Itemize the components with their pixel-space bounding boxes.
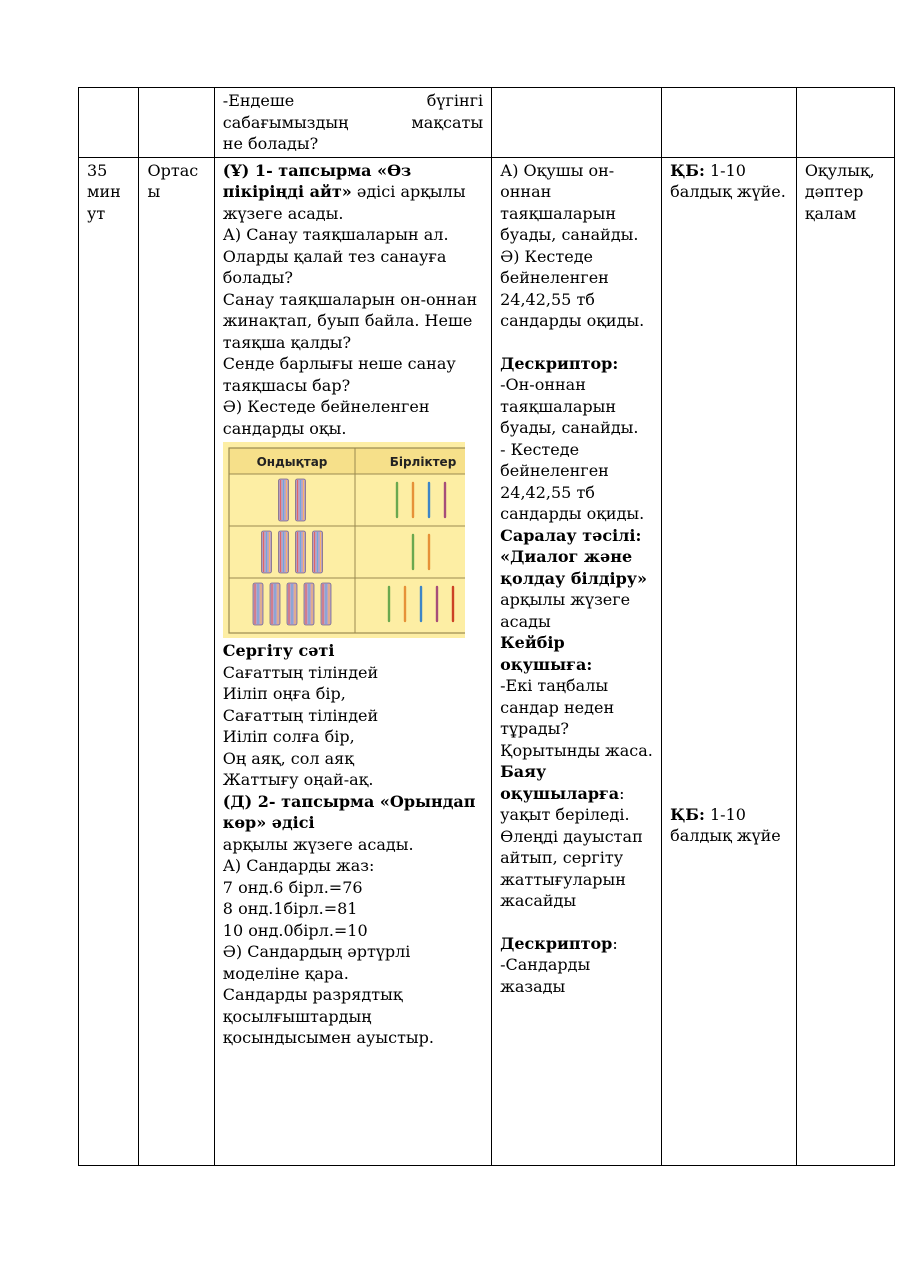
task2-line: А) Сандарды жаз:	[222, 856, 375, 875]
student-b: Ә) Кестеде бейнеленген 24,42,55 тб сандарды оқиды.	[500, 246, 645, 330]
descriptor2-title-text: Дескриптор	[500, 933, 613, 953]
intro-line: не болады?	[222, 134, 319, 153]
task2-title-text: (Д) 2- тапсырма «Орындап көр» әдісі	[222, 791, 476, 832]
assessment-text: 1-10 балдық жүйе.	[670, 160, 786, 201]
poem-line: Иіліп солға бір,	[222, 727, 355, 746]
poem-line: Оң аяқ, сол аяқ	[222, 748, 354, 768]
teacher-cell	[214, 88, 491, 158]
descriptor-item: -Он-оннан таяқшаларын буады, санайды.	[500, 375, 639, 437]
student-a: А) Оқушы он-оннан таяқшаларын буады, санайды.	[500, 160, 639, 244]
slow-colon: :	[619, 783, 625, 803]
resources-text: Оқулық, дәптер қалам	[804, 160, 875, 223]
some-text: -Екі таңбалы сандар неден тұрады? Қорытынды жаса.	[500, 676, 653, 760]
some-title-text: Кейбір оқушыға:	[500, 633, 593, 674]
assessment-text: 1-10 балдық жүйе	[670, 804, 781, 845]
lesson-plan-table	[78, 87, 895, 1166]
some-title	[500, 632, 653, 675]
stage-cell	[139, 88, 214, 158]
diff-text: арқылы жүзеге асады	[500, 590, 631, 631]
student-cell	[492, 88, 662, 158]
assessment-1	[670, 160, 788, 203]
task2-line: 7 онд.6 бірл.=76	[222, 877, 363, 897]
task1-line: Сенде барлығы неше санау таяқшасы бар?	[222, 354, 456, 395]
poem-line: Жаттығу оңай-ақ.	[222, 770, 374, 789]
resources-cell	[796, 88, 894, 158]
table-row	[79, 88, 895, 158]
poem-line: Сағаттың тіліндей	[222, 662, 379, 682]
figure-header-ones: Бірліктер	[389, 455, 457, 469]
task2-line: Сандарды разрядтық қосылғыштардың қосындысымен ауыстыр.	[222, 985, 434, 1047]
table-row	[79, 157, 895, 1165]
intro-line: сабағымыздың мақсаты	[222, 112, 484, 132]
diff-title-text: Саралау тәсілі: «Диалог және қолдау білдіру»	[500, 525, 648, 588]
task1-title: (Ұ) 1- тапсырма «Өз пікіріңді айт»	[222, 160, 412, 201]
assessment-2	[670, 804, 788, 847]
resources-cell	[796, 157, 894, 1165]
figure-marks	[253, 479, 453, 625]
teacher-cell	[214, 157, 491, 1165]
descriptor2-colon: :	[612, 933, 618, 953]
student-cell	[492, 157, 662, 1165]
descriptor-title-text: Дескриптор:	[500, 353, 619, 373]
intro-line: -Ендеше бүгінгі	[222, 91, 484, 110]
task2-method: арқылы жүзеге асады.	[222, 834, 414, 854]
task1-line: Оларды қалай тез санауға болады?	[222, 246, 447, 287]
slow-title	[500, 761, 653, 804]
break-title-text: Сергіту сәті	[222, 641, 335, 660]
break-title	[223, 640, 485, 662]
assessment-label: ҚБ:	[670, 160, 705, 180]
time-cell	[79, 157, 139, 1165]
slow-title-text: Баяу оқушыларға	[500, 762, 620, 803]
poem-line: Сағаттың тіліндей	[222, 705, 379, 725]
stage-cell	[139, 157, 214, 1165]
task1-line: Санау таяқшаларын он-оннан жинақтап, буып байла. Неше таяқша қалды?	[222, 289, 478, 352]
task2-line: 8 онд.1бірл.=81	[222, 899, 358, 918]
poem-line: Иіліп оңға бір,	[222, 684, 346, 703]
assessment-cell	[662, 88, 797, 158]
task1-line: А) Санау таяқшаларын ал.	[222, 225, 449, 244]
task2-title	[223, 791, 485, 834]
time-text: 35 минут	[87, 160, 121, 223]
figure-header-tens: Ондықтар	[256, 455, 328, 469]
assessment-cell	[662, 157, 797, 1165]
place-value-chart	[223, 442, 465, 638]
task2-line: 10 онд.0бірл.=10	[222, 920, 368, 940]
time-cell	[79, 88, 139, 158]
diff-title	[500, 525, 653, 590]
task1-line: Ә) Кестеде бейнеленген сандарды оқы.	[222, 397, 430, 438]
descriptor-item: - Кестеде бейнеленген 24,42,55 тб сандарды оқиды.	[500, 439, 645, 523]
task1-method: әдісі арқылы жүзеге асады.	[222, 182, 466, 223]
task2-line: Ә) Сандардың әртүрлі моделіне қара.	[222, 942, 411, 983]
descriptor-item: -Сандарды жазады	[500, 955, 591, 996]
slow-text: уақыт беріледі. Өлеңді дауыстап айтып, сергіту жаттығуларын жасайды	[500, 805, 643, 910]
stage-text: Ортасы	[147, 160, 199, 201]
descriptor-title	[500, 353, 653, 375]
place-value-figure	[223, 442, 465, 638]
descriptor2-title	[500, 933, 653, 955]
assessment-label: ҚБ:	[670, 804, 705, 824]
task1-paragraph	[223, 160, 485, 225]
